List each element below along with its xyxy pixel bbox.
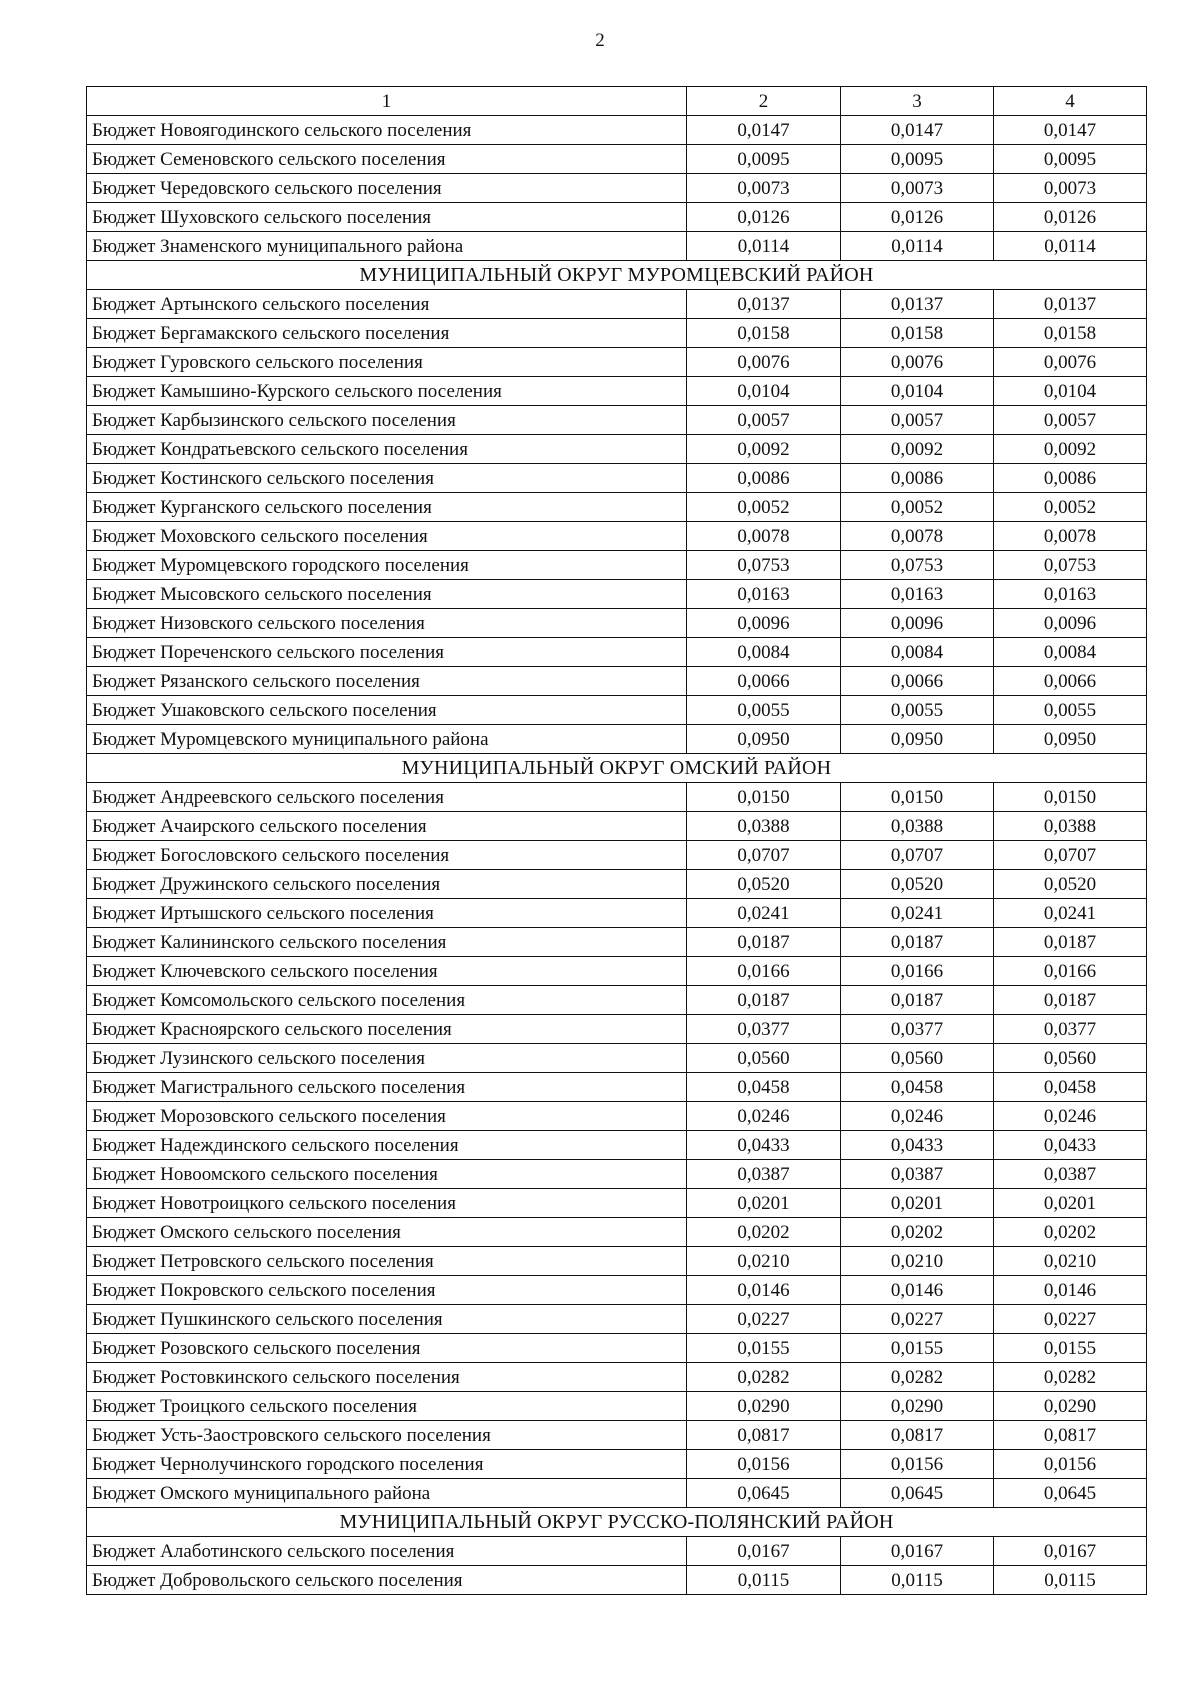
value-cell-col-3: 0,0092 xyxy=(841,435,994,464)
budget-name-cell: Бюджет Знаменского муниципального района xyxy=(87,232,687,261)
value-cell-col-2: 0,0187 xyxy=(687,986,841,1015)
table-row xyxy=(87,812,1147,841)
value-cell-col-3: 0,0227 xyxy=(841,1305,994,1334)
value-cell-col-2: 0,0645 xyxy=(687,1479,841,1508)
budget-name-cell: Бюджет Новоомского сельского поселения xyxy=(87,1160,687,1189)
value-cell-col-4: 0,0146 xyxy=(994,1276,1147,1305)
value-cell-col-3: 0,0150 xyxy=(841,783,994,812)
value-cell-col-4: 0,0817 xyxy=(994,1421,1147,1450)
budget-name-cell: Бюджет Иртышского сельского поселения xyxy=(87,899,687,928)
value-cell-col-4: 0,0104 xyxy=(994,377,1147,406)
value-cell-col-3: 0,0137 xyxy=(841,290,994,319)
value-cell-col-4: 0,0096 xyxy=(994,609,1147,638)
table-row xyxy=(87,1218,1147,1247)
table-row xyxy=(87,609,1147,638)
value-cell-col-4: 0,0156 xyxy=(994,1450,1147,1479)
budget-name-cell: Бюджет Кондратьевского сельского поселения xyxy=(87,435,687,464)
budget-name-cell: Бюджет Чередовского сельского поселения xyxy=(87,174,687,203)
table-row xyxy=(87,232,1147,261)
table-row xyxy=(87,290,1147,319)
value-cell-col-3: 0,0158 xyxy=(841,319,994,348)
value-cell-col-4: 0,0126 xyxy=(994,203,1147,232)
value-cell-col-2: 0,0241 xyxy=(687,899,841,928)
table-row xyxy=(87,1450,1147,1479)
value-cell-col-3: 0,0210 xyxy=(841,1247,994,1276)
budget-name-cell: Бюджет Алаботинского сельского поселения xyxy=(87,1537,687,1566)
value-cell-col-4: 0,0057 xyxy=(994,406,1147,435)
value-cell-col-3: 0,0126 xyxy=(841,203,994,232)
budget-name-cell: Бюджет Костинского сельского поселения xyxy=(87,464,687,493)
value-cell-col-4: 0,0167 xyxy=(994,1537,1147,1566)
value-cell-col-2: 0,0092 xyxy=(687,435,841,464)
value-cell-col-3: 0,0147 xyxy=(841,116,994,145)
budget-name-cell: Бюджет Омского сельского поселения xyxy=(87,1218,687,1247)
table-row xyxy=(87,1363,1147,1392)
value-cell-col-3: 0,0057 xyxy=(841,406,994,435)
value-cell-col-2: 0,0387 xyxy=(687,1160,841,1189)
column-number-2: 2 xyxy=(687,87,841,116)
value-cell-col-2: 0,0290 xyxy=(687,1392,841,1421)
value-cell-col-4: 0,0282 xyxy=(994,1363,1147,1392)
budget-name-cell: Бюджет Ушаковского сельского поселения xyxy=(87,696,687,725)
budget-name-cell: Бюджет Магистрального сельского поселения xyxy=(87,1073,687,1102)
budget-name-cell: Бюджет Ключевского сельского поселения xyxy=(87,957,687,986)
budget-name-cell: Бюджет Морозовского сельского поселения xyxy=(87,1102,687,1131)
value-cell-col-2: 0,0560 xyxy=(687,1044,841,1073)
value-cell-col-2: 0,0753 xyxy=(687,551,841,580)
value-cell-col-2: 0,0156 xyxy=(687,1450,841,1479)
table-row xyxy=(87,870,1147,899)
value-cell-col-4: 0,0290 xyxy=(994,1392,1147,1421)
column-number-3: 3 xyxy=(841,87,994,116)
value-cell-col-2: 0,0115 xyxy=(687,1566,841,1595)
table-row xyxy=(87,319,1147,348)
value-cell-col-3: 0,0078 xyxy=(841,522,994,551)
value-cell-col-4: 0,0753 xyxy=(994,551,1147,580)
budget-name-cell: Бюджет Добровольского сельского поселения xyxy=(87,1566,687,1595)
value-cell-col-3: 0,0095 xyxy=(841,145,994,174)
table-row xyxy=(87,1102,1147,1131)
value-cell-col-4: 0,0163 xyxy=(994,580,1147,609)
table-row xyxy=(87,1537,1147,1566)
value-cell-col-2: 0,0950 xyxy=(687,725,841,754)
budget-name-cell: Бюджет Троицкого сельского поселения xyxy=(87,1392,687,1421)
section-title: МУНИЦИПАЛЬНЫЙ ОКРУГ РУССКО-ПОЛЯНСКИЙ РАЙОН xyxy=(87,1508,1147,1537)
column-number-1: 1 xyxy=(87,87,687,116)
value-cell-col-4: 0,0147 xyxy=(994,116,1147,145)
table-row xyxy=(87,1073,1147,1102)
value-cell-col-2: 0,0052 xyxy=(687,493,841,522)
budget-name-cell: Бюджет Низовского сельского поселения xyxy=(87,609,687,638)
value-cell-col-4: 0,0095 xyxy=(994,145,1147,174)
value-cell-col-4: 0,0201 xyxy=(994,1189,1147,1218)
budget-name-cell: Бюджет Пушкинского сельского поселения xyxy=(87,1305,687,1334)
value-cell-col-2: 0,0057 xyxy=(687,406,841,435)
value-cell-col-3: 0,0052 xyxy=(841,493,994,522)
value-cell-col-3: 0,0066 xyxy=(841,667,994,696)
budget-name-cell: Бюджет Андреевского сельского поселения xyxy=(87,783,687,812)
table-row xyxy=(87,116,1147,145)
value-cell-col-4: 0,0520 xyxy=(994,870,1147,899)
value-cell-col-3: 0,0246 xyxy=(841,1102,994,1131)
value-cell-col-3: 0,0387 xyxy=(841,1160,994,1189)
table-row xyxy=(87,377,1147,406)
table-row xyxy=(87,493,1147,522)
budget-name-cell: Бюджет Дружинского сельского поселения xyxy=(87,870,687,899)
value-cell-col-2: 0,0137 xyxy=(687,290,841,319)
table-row xyxy=(87,1479,1147,1508)
value-cell-col-3: 0,0202 xyxy=(841,1218,994,1247)
value-cell-col-2: 0,0076 xyxy=(687,348,841,377)
value-cell-col-2: 0,0201 xyxy=(687,1189,841,1218)
value-cell-col-4: 0,0155 xyxy=(994,1334,1147,1363)
budget-name-cell: Бюджет Омского муниципального района xyxy=(87,1479,687,1508)
budget-name-cell: Бюджет Курганского сельского поселения xyxy=(87,493,687,522)
value-cell-col-2: 0,0066 xyxy=(687,667,841,696)
column-number-4: 4 xyxy=(994,87,1147,116)
value-cell-col-3: 0,0241 xyxy=(841,899,994,928)
table-row xyxy=(87,145,1147,174)
budget-distribution-table xyxy=(86,86,1147,1595)
value-cell-col-2: 0,0377 xyxy=(687,1015,841,1044)
value-cell-col-3: 0,0166 xyxy=(841,957,994,986)
budget-name-cell: Бюджет Петровского сельского поселения xyxy=(87,1247,687,1276)
value-cell-col-4: 0,0388 xyxy=(994,812,1147,841)
budget-name-cell: Бюджет Шуховского сельского поселения xyxy=(87,203,687,232)
value-cell-col-3: 0,0055 xyxy=(841,696,994,725)
value-cell-col-4: 0,0066 xyxy=(994,667,1147,696)
value-cell-col-4: 0,0078 xyxy=(994,522,1147,551)
value-cell-col-4: 0,0227 xyxy=(994,1305,1147,1334)
budget-name-cell: Бюджет Покровского сельского поселения xyxy=(87,1276,687,1305)
budget-name-cell: Бюджет Бергамакского сельского поселения xyxy=(87,319,687,348)
budget-name-cell: Бюджет Муромцевского муниципального района xyxy=(87,725,687,754)
value-cell-col-2: 0,0146 xyxy=(687,1276,841,1305)
value-cell-col-4: 0,0210 xyxy=(994,1247,1147,1276)
value-cell-col-2: 0,0202 xyxy=(687,1218,841,1247)
budget-name-cell: Бюджет Комсомольского сельского поселения xyxy=(87,986,687,1015)
value-cell-col-4: 0,0187 xyxy=(994,928,1147,957)
value-cell-col-3: 0,0707 xyxy=(841,841,994,870)
table-row xyxy=(87,638,1147,667)
budget-name-cell: Бюджет Чернолучинского городского поселения xyxy=(87,1450,687,1479)
value-cell-col-4: 0,0387 xyxy=(994,1160,1147,1189)
table-row xyxy=(87,174,1147,203)
value-cell-col-2: 0,0817 xyxy=(687,1421,841,1450)
table-row xyxy=(87,1334,1147,1363)
section-header-row xyxy=(87,1508,1147,1537)
table-row xyxy=(87,986,1147,1015)
table-row xyxy=(87,1247,1147,1276)
table-row xyxy=(87,1276,1147,1305)
value-cell-col-4: 0,0707 xyxy=(994,841,1147,870)
value-cell-col-2: 0,0227 xyxy=(687,1305,841,1334)
value-cell-col-2: 0,0210 xyxy=(687,1247,841,1276)
value-cell-col-4: 0,0150 xyxy=(994,783,1147,812)
value-cell-col-3: 0,0282 xyxy=(841,1363,994,1392)
value-cell-col-2: 0,0147 xyxy=(687,116,841,145)
value-cell-col-3: 0,0167 xyxy=(841,1537,994,1566)
budget-name-cell: Бюджет Мысовского сельского поселения xyxy=(87,580,687,609)
value-cell-col-3: 0,0388 xyxy=(841,812,994,841)
table-row xyxy=(87,522,1147,551)
column-number-row xyxy=(87,87,1147,116)
value-cell-col-2: 0,0150 xyxy=(687,783,841,812)
value-cell-col-2: 0,0084 xyxy=(687,638,841,667)
value-cell-col-2: 0,0073 xyxy=(687,174,841,203)
value-cell-col-2: 0,0163 xyxy=(687,580,841,609)
value-cell-col-3: 0,0290 xyxy=(841,1392,994,1421)
value-cell-col-4: 0,0137 xyxy=(994,290,1147,319)
table-row xyxy=(87,928,1147,957)
value-cell-col-4: 0,0433 xyxy=(994,1131,1147,1160)
section-header-row xyxy=(87,261,1147,290)
page-number: 2 xyxy=(595,30,605,51)
value-cell-col-4: 0,0377 xyxy=(994,1015,1147,1044)
table-row xyxy=(87,1392,1147,1421)
value-cell-col-2: 0,0388 xyxy=(687,812,841,841)
value-cell-col-2: 0,0433 xyxy=(687,1131,841,1160)
table-row xyxy=(87,899,1147,928)
value-cell-col-2: 0,0282 xyxy=(687,1363,841,1392)
value-cell-col-3: 0,0086 xyxy=(841,464,994,493)
budget-name-cell: Бюджет Ачаирского сельского поселения xyxy=(87,812,687,841)
value-cell-col-3: 0,0084 xyxy=(841,638,994,667)
value-cell-col-2: 0,0187 xyxy=(687,928,841,957)
value-cell-col-2: 0,0086 xyxy=(687,464,841,493)
value-cell-col-4: 0,0114 xyxy=(994,232,1147,261)
value-cell-col-4: 0,0950 xyxy=(994,725,1147,754)
budget-name-cell: Бюджет Карбызинского сельского поселения xyxy=(87,406,687,435)
section-title: МУНИЦИПАЛЬНЫЙ ОКРУГ ОМСКИЙ РАЙОН xyxy=(87,754,1147,783)
table-row xyxy=(87,580,1147,609)
budget-name-cell: Бюджет Артынского сельского поселения xyxy=(87,290,687,319)
table-body xyxy=(87,116,1147,1595)
value-cell-col-4: 0,0202 xyxy=(994,1218,1147,1247)
value-cell-col-4: 0,0458 xyxy=(994,1073,1147,1102)
table-row xyxy=(87,667,1147,696)
budget-name-cell: Бюджет Пореченского сельского поселения xyxy=(87,638,687,667)
value-cell-col-2: 0,0126 xyxy=(687,203,841,232)
value-cell-col-3: 0,0187 xyxy=(841,928,994,957)
value-cell-col-2: 0,0096 xyxy=(687,609,841,638)
value-cell-col-4: 0,0246 xyxy=(994,1102,1147,1131)
value-cell-col-2: 0,0078 xyxy=(687,522,841,551)
budget-name-cell: Бюджет Рязанского сельского поселения xyxy=(87,667,687,696)
value-cell-col-2: 0,0155 xyxy=(687,1334,841,1363)
budget-name-cell: Бюджет Ростовкинского сельского поселения xyxy=(87,1363,687,1392)
budget-name-cell: Бюджет Новотроицкого сельского поселения xyxy=(87,1189,687,1218)
value-cell-col-3: 0,0817 xyxy=(841,1421,994,1450)
budget-name-cell: Бюджет Розовского сельского поселения xyxy=(87,1334,687,1363)
budget-name-cell: Бюджет Моховского сельского поселения xyxy=(87,522,687,551)
budget-name-cell: Бюджет Муромцевского городского поселения xyxy=(87,551,687,580)
value-cell-col-3: 0,0433 xyxy=(841,1131,994,1160)
value-cell-col-4: 0,0076 xyxy=(994,348,1147,377)
value-cell-col-3: 0,0156 xyxy=(841,1450,994,1479)
budget-name-cell: Бюджет Гуровского сельского поселения xyxy=(87,348,687,377)
value-cell-col-4: 0,0092 xyxy=(994,435,1147,464)
budget-name-cell: Бюджет Богословского сельского поселения xyxy=(87,841,687,870)
value-cell-col-3: 0,0155 xyxy=(841,1334,994,1363)
value-cell-col-3: 0,0458 xyxy=(841,1073,994,1102)
table-row xyxy=(87,1044,1147,1073)
table-row xyxy=(87,783,1147,812)
table-row xyxy=(87,435,1147,464)
table-row xyxy=(87,406,1147,435)
value-cell-col-3: 0,0201 xyxy=(841,1189,994,1218)
value-cell-col-2: 0,0707 xyxy=(687,841,841,870)
table-row xyxy=(87,203,1147,232)
budget-name-cell: Бюджет Усть-Заостровского сельского поселения xyxy=(87,1421,687,1450)
value-cell-col-2: 0,0458 xyxy=(687,1073,841,1102)
budget-name-cell: Бюджет Семеновского сельского поселения xyxy=(87,145,687,174)
value-cell-col-4: 0,0158 xyxy=(994,319,1147,348)
table-row xyxy=(87,1566,1147,1595)
value-cell-col-3: 0,0073 xyxy=(841,174,994,203)
table-row xyxy=(87,725,1147,754)
table-row xyxy=(87,957,1147,986)
value-cell-col-4: 0,0187 xyxy=(994,986,1147,1015)
value-cell-col-3: 0,0146 xyxy=(841,1276,994,1305)
value-cell-col-2: 0,0166 xyxy=(687,957,841,986)
value-cell-col-4: 0,0055 xyxy=(994,696,1147,725)
value-cell-col-4: 0,0560 xyxy=(994,1044,1147,1073)
value-cell-col-4: 0,0084 xyxy=(994,638,1147,667)
value-cell-col-3: 0,0096 xyxy=(841,609,994,638)
value-cell-col-3: 0,0114 xyxy=(841,232,994,261)
value-cell-col-3: 0,0520 xyxy=(841,870,994,899)
value-cell-col-2: 0,0520 xyxy=(687,870,841,899)
table-row xyxy=(87,348,1147,377)
table-row xyxy=(87,1305,1147,1334)
value-cell-col-2: 0,0095 xyxy=(687,145,841,174)
value-cell-col-3: 0,0753 xyxy=(841,551,994,580)
value-cell-col-3: 0,0560 xyxy=(841,1044,994,1073)
value-cell-col-3: 0,0115 xyxy=(841,1566,994,1595)
value-cell-col-4: 0,0645 xyxy=(994,1479,1147,1508)
value-cell-col-3: 0,0163 xyxy=(841,580,994,609)
value-cell-col-2: 0,0158 xyxy=(687,319,841,348)
value-cell-col-3: 0,0950 xyxy=(841,725,994,754)
value-cell-col-3: 0,0377 xyxy=(841,1015,994,1044)
table-row xyxy=(87,1015,1147,1044)
value-cell-col-4: 0,0241 xyxy=(994,899,1147,928)
value-cell-col-3: 0,0645 xyxy=(841,1479,994,1508)
table-row xyxy=(87,841,1147,870)
budget-name-cell: Бюджет Надеждинского сельского поселения xyxy=(87,1131,687,1160)
section-title: МУНИЦИПАЛЬНЫЙ ОКРУГ МУРОМЦЕВСКИЙ РАЙОН xyxy=(87,261,1147,290)
value-cell-col-4: 0,0166 xyxy=(994,957,1147,986)
value-cell-col-2: 0,0167 xyxy=(687,1537,841,1566)
value-cell-col-3: 0,0104 xyxy=(841,377,994,406)
budget-name-cell: Бюджет Лузинского сельского поселения xyxy=(87,1044,687,1073)
value-cell-col-4: 0,0052 xyxy=(994,493,1147,522)
table-row xyxy=(87,1421,1147,1450)
value-cell-col-3: 0,0076 xyxy=(841,348,994,377)
value-cell-col-2: 0,0114 xyxy=(687,232,841,261)
table-row xyxy=(87,696,1147,725)
table-row xyxy=(87,1189,1147,1218)
value-cell-col-4: 0,0086 xyxy=(994,464,1147,493)
budget-name-cell: Бюджет Калининского сельского поселения xyxy=(87,928,687,957)
section-header-row xyxy=(87,754,1147,783)
budget-name-cell: Бюджет Камышино-Курского сельского поселения xyxy=(87,377,687,406)
table-row xyxy=(87,551,1147,580)
value-cell-col-2: 0,0246 xyxy=(687,1102,841,1131)
value-cell-col-3: 0,0187 xyxy=(841,986,994,1015)
table-row xyxy=(87,464,1147,493)
value-cell-col-2: 0,0104 xyxy=(687,377,841,406)
budget-name-cell: Бюджет Новоягодинского сельского поселения xyxy=(87,116,687,145)
value-cell-col-4: 0,0073 xyxy=(994,174,1147,203)
table-row xyxy=(87,1131,1147,1160)
table-row xyxy=(87,1160,1147,1189)
budget-name-cell: Бюджет Красноярского сельского поселения xyxy=(87,1015,687,1044)
value-cell-col-4: 0,0115 xyxy=(994,1566,1147,1595)
value-cell-col-2: 0,0055 xyxy=(687,696,841,725)
